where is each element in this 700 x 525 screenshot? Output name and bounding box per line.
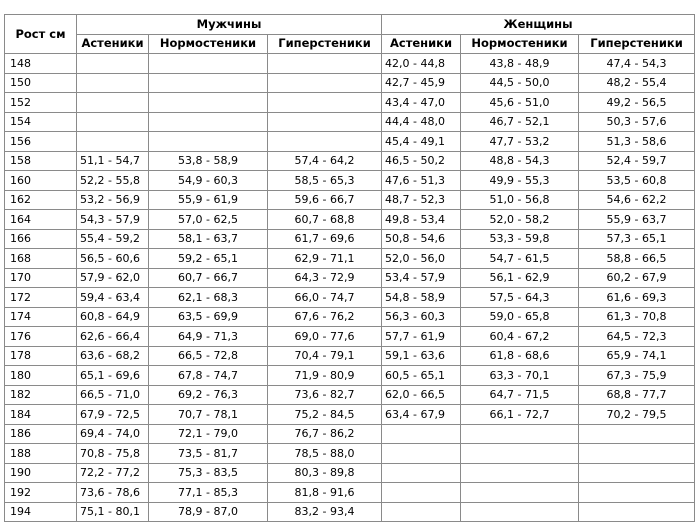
height-cell: 186 [5,424,77,444]
women-hypersthenic-cell [579,502,695,522]
height-cell: 156 [5,132,77,152]
women-hypersthenic-cell: 65,9 - 74,1 [579,346,695,366]
men-hypersthenic-cell: 58,5 - 65,3 [268,171,382,191]
table-row [5,249,695,269]
height-cell: 172 [5,288,77,308]
height-cell: 164 [5,210,77,230]
women-hypersthenic-cell: 51,3 - 58,6 [579,132,695,152]
women-normosthenic-cell [461,444,579,464]
men-asthenic-cell: 66,5 - 71,0 [77,385,149,405]
table-row [5,73,695,93]
women-asthenic-cell: 54,8 - 58,9 [382,288,461,308]
women-normosthenic-cell: 43,8 - 48,9 [461,54,579,74]
men-hypersthenic-cell: 78,5 - 88,0 [268,444,382,464]
men-asthenic-cell [77,112,149,132]
women-normosthenic-cell: 45,6 - 51,0 [461,93,579,113]
men-asthenic-header: Астеники [77,34,149,54]
women-hypersthenic-cell: 49,2 - 56,5 [579,93,695,113]
men-asthenic-cell: 65,1 - 69,6 [77,366,149,386]
height-cell: 182 [5,385,77,405]
women-normosthenic-cell [461,463,579,483]
women-asthenic-header: Астеники [382,34,461,54]
women-asthenic-cell: 62,0 - 66,5 [382,385,461,405]
height-cell: 192 [5,483,77,503]
table-row [5,424,695,444]
women-hypersthenic-cell: 58,8 - 66,5 [579,249,695,269]
women-asthenic-cell [382,424,461,444]
women-asthenic-cell: 59,1 - 63,6 [382,346,461,366]
women-asthenic-cell: 56,3 - 60,3 [382,307,461,327]
women-hypersthenic-cell: 53,5 - 60,8 [579,171,695,191]
women-hypersthenic-cell [579,444,695,464]
table-row [5,210,695,230]
men-normosthenic-cell: 70,7 - 78,1 [149,405,268,425]
men-hypersthenic-cell: 69,0 - 77,6 [268,327,382,347]
women-hypersthenic-cell [579,483,695,503]
women-hypersthenic-cell: 61,3 - 70,8 [579,307,695,327]
men-normosthenic-cell: 62,1 - 68,3 [149,288,268,308]
women-hypersthenic-cell: 50,3 - 57,6 [579,112,695,132]
men-normosthenic-cell: 75,3 - 83,5 [149,463,268,483]
men-normosthenic-cell: 78,9 - 87,0 [149,502,268,522]
height-column-header: Рост см [5,15,77,54]
men-normosthenic-cell: 72,1 - 79,0 [149,424,268,444]
women-asthenic-cell: 63,4 - 67,9 [382,405,461,425]
women-asthenic-cell [382,463,461,483]
women-asthenic-cell: 46,5 - 50,2 [382,151,461,171]
men-normosthenic-cell [149,112,268,132]
men-normosthenic-cell: 58,1 - 63,7 [149,229,268,249]
women-asthenic-cell: 47,6 - 51,3 [382,171,461,191]
men-hypersthenic-cell: 71,9 - 80,9 [268,366,382,386]
men-hypersthenic-cell: 61,7 - 69,6 [268,229,382,249]
height-cell: 174 [5,307,77,327]
men-hypersthenic-cell: 59,6 - 66,7 [268,190,382,210]
women-normosthenic-cell [461,502,579,522]
height-cell: 190 [5,463,77,483]
height-cell: 180 [5,366,77,386]
men-normosthenic-cell: 54,9 - 60,3 [149,171,268,191]
weight-by-height-table [4,14,695,522]
height-cell: 158 [5,151,77,171]
women-asthenic-cell: 42,7 - 45,9 [382,73,461,93]
height-cell: 188 [5,444,77,464]
women-hypersthenic-cell: 70,2 - 79,5 [579,405,695,425]
men-hypersthenic-cell [268,73,382,93]
table-row [5,346,695,366]
table-row [5,366,695,386]
men-asthenic-cell: 54,3 - 57,9 [77,210,149,230]
men-normosthenic-cell: 73,5 - 81,7 [149,444,268,464]
men-asthenic-cell [77,54,149,74]
men-asthenic-cell: 60,8 - 64,9 [77,307,149,327]
women-hypersthenic-cell: 67,3 - 75,9 [579,366,695,386]
women-normosthenic-cell: 54,7 - 61,5 [461,249,579,269]
men-normosthenic-cell: 55,9 - 61,9 [149,190,268,210]
height-cell: 194 [5,502,77,522]
men-asthenic-cell: 62,6 - 66,4 [77,327,149,347]
women-asthenic-cell: 52,0 - 56,0 [382,249,461,269]
men-hypersthenic-cell: 83,2 - 93,4 [268,502,382,522]
men-normosthenic-cell: 59,2 - 65,1 [149,249,268,269]
women-asthenic-cell: 57,7 - 61,9 [382,327,461,347]
men-hypersthenic-cell [268,132,382,152]
men-hypersthenic-cell: 70,4 - 79,1 [268,346,382,366]
table-row [5,229,695,249]
men-asthenic-cell: 52,2 - 55,8 [77,171,149,191]
height-cell: 176 [5,327,77,347]
height-cell: 160 [5,171,77,191]
table-row [5,132,695,152]
women-asthenic-cell: 45,4 - 49,1 [382,132,461,152]
men-asthenic-cell: 73,6 - 78,6 [77,483,149,503]
table-row [5,444,695,464]
women-hypersthenic-cell: 68,8 - 77,7 [579,385,695,405]
men-asthenic-cell: 72,2 - 77,2 [77,463,149,483]
height-cell: 154 [5,112,77,132]
men-hypersthenic-cell: 67,6 - 76,2 [268,307,382,327]
men-group-header: Мужчины [77,15,382,35]
height-cell: 150 [5,73,77,93]
table-row [5,151,695,171]
women-hypersthenic-cell: 55,9 - 63,7 [579,210,695,230]
men-normosthenic-cell: 69,2 - 76,3 [149,385,268,405]
women-normosthenic-cell: 51,0 - 56,8 [461,190,579,210]
women-hypersthenic-cell: 57,3 - 65,1 [579,229,695,249]
men-normosthenic-cell: 64,9 - 71,3 [149,327,268,347]
men-hypersthenic-cell: 81,8 - 91,6 [268,483,382,503]
women-hypersthenic-cell: 52,4 - 59,7 [579,151,695,171]
men-normosthenic-cell: 57,0 - 62,5 [149,210,268,230]
men-asthenic-cell: 57,9 - 62,0 [77,268,149,288]
table-row [5,502,695,522]
women-hypersthenic-cell: 61,6 - 69,3 [579,288,695,308]
men-hypersthenic-cell [268,93,382,113]
height-cell: 170 [5,268,77,288]
women-hypersthenic-cell: 47,4 - 54,3 [579,54,695,74]
men-normosthenic-header: Нормостеники [149,34,268,54]
women-hypersthenic-cell [579,463,695,483]
women-asthenic-cell: 49,8 - 53,4 [382,210,461,230]
women-hypersthenic-header: Гиперстеники [579,34,695,54]
men-normosthenic-cell [149,73,268,93]
men-asthenic-cell: 69,4 - 74,0 [77,424,149,444]
men-asthenic-cell: 51,1 - 54,7 [77,151,149,171]
table-row [5,112,695,132]
men-normosthenic-cell: 63,5 - 69,9 [149,307,268,327]
men-normosthenic-cell: 77,1 - 85,3 [149,483,268,503]
men-asthenic-cell: 53,2 - 56,9 [77,190,149,210]
men-normosthenic-cell: 66,5 - 72,8 [149,346,268,366]
women-hypersthenic-cell [579,424,695,444]
women-normosthenic-cell: 64,7 - 71,5 [461,385,579,405]
women-normosthenic-cell: 63,3 - 70,1 [461,366,579,386]
women-normosthenic-cell [461,483,579,503]
table-row [5,405,695,425]
men-asthenic-cell [77,93,149,113]
height-cell: 178 [5,346,77,366]
men-normosthenic-cell [149,132,268,152]
women-hypersthenic-cell: 48,2 - 55,4 [579,73,695,93]
table-row [5,483,695,503]
women-asthenic-cell: 42,0 - 44,8 [382,54,461,74]
women-normosthenic-cell: 52,0 - 58,2 [461,210,579,230]
women-asthenic-cell: 53,4 - 57,9 [382,268,461,288]
women-normosthenic-cell: 47,7 - 53,2 [461,132,579,152]
women-asthenic-cell [382,502,461,522]
men-hypersthenic-cell: 75,2 - 84,5 [268,405,382,425]
women-normosthenic-cell: 49,9 - 55,3 [461,171,579,191]
women-asthenic-cell: 43,4 - 47,0 [382,93,461,113]
men-hypersthenic-cell: 73,6 - 82,7 [268,385,382,405]
table-row [5,288,695,308]
men-asthenic-cell [77,73,149,93]
height-cell: 184 [5,405,77,425]
table-row [5,93,695,113]
women-normosthenic-cell: 44,5 - 50,0 [461,73,579,93]
table-row [5,190,695,210]
men-hypersthenic-cell [268,54,382,74]
men-asthenic-cell: 70,8 - 75,8 [77,444,149,464]
men-normosthenic-cell [149,54,268,74]
men-hypersthenic-cell: 76,7 - 86,2 [268,424,382,444]
women-normosthenic-cell: 53,3 - 59,8 [461,229,579,249]
group-header-row [5,15,695,35]
women-hypersthenic-cell: 60,2 - 67,9 [579,268,695,288]
men-asthenic-cell: 56,5 - 60,6 [77,249,149,269]
height-cell: 168 [5,249,77,269]
weight-table-container [4,14,694,522]
height-cell: 152 [5,93,77,113]
men-hypersthenic-cell: 66,0 - 74,7 [268,288,382,308]
height-cell: 166 [5,229,77,249]
table-row [5,463,695,483]
women-normosthenic-cell: 66,1 - 72,7 [461,405,579,425]
women-asthenic-cell: 50,8 - 54,6 [382,229,461,249]
table-row [5,268,695,288]
table-row [5,307,695,327]
men-asthenic-cell: 67,9 - 72,5 [77,405,149,425]
height-cell: 162 [5,190,77,210]
table-row [5,327,695,347]
men-hypersthenic-cell: 62,9 - 71,1 [268,249,382,269]
women-normosthenic-cell: 61,8 - 68,6 [461,346,579,366]
men-normosthenic-cell: 53,8 - 58,9 [149,151,268,171]
men-asthenic-cell: 55,4 - 59,2 [77,229,149,249]
men-hypersthenic-cell: 57,4 - 64,2 [268,151,382,171]
men-normosthenic-cell: 67,8 - 74,7 [149,366,268,386]
women-asthenic-cell: 60,5 - 65,1 [382,366,461,386]
men-normosthenic-cell [149,93,268,113]
women-normosthenic-cell: 59,0 - 65,8 [461,307,579,327]
women-asthenic-cell: 44,4 - 48,0 [382,112,461,132]
women-normosthenic-cell: 57,5 - 64,3 [461,288,579,308]
women-normosthenic-cell: 48,8 - 54,3 [461,151,579,171]
women-asthenic-cell [382,483,461,503]
women-normosthenic-cell: 56,1 - 62,9 [461,268,579,288]
women-asthenic-cell [382,444,461,464]
men-hypersthenic-cell: 80,3 - 89,8 [268,463,382,483]
women-normosthenic-cell: 60,4 - 67,2 [461,327,579,347]
women-hypersthenic-cell: 64,5 - 72,3 [579,327,695,347]
table-row [5,54,695,74]
women-hypersthenic-cell: 54,6 - 62,2 [579,190,695,210]
men-asthenic-cell [77,132,149,152]
table-row [5,385,695,405]
men-hypersthenic-cell [268,112,382,132]
women-normosthenic-cell: 46,7 - 52,1 [461,112,579,132]
men-asthenic-cell: 63,6 - 68,2 [77,346,149,366]
women-group-header: Женщины [382,15,695,35]
men-hypersthenic-cell: 64,3 - 72,9 [268,268,382,288]
men-hypersthenic-cell: 60,7 - 68,8 [268,210,382,230]
subheader-row [5,34,695,54]
men-normosthenic-cell: 60,7 - 66,7 [149,268,268,288]
height-cell: 148 [5,54,77,74]
table-row [5,171,695,191]
men-asthenic-cell: 59,4 - 63,4 [77,288,149,308]
women-normosthenic-cell [461,424,579,444]
men-hypersthenic-header: Гиперстеники [268,34,382,54]
women-normosthenic-header: Нормостеники [461,34,579,54]
women-asthenic-cell: 48,7 - 52,3 [382,190,461,210]
men-asthenic-cell: 75,1 - 80,1 [77,502,149,522]
table-body [5,54,695,522]
